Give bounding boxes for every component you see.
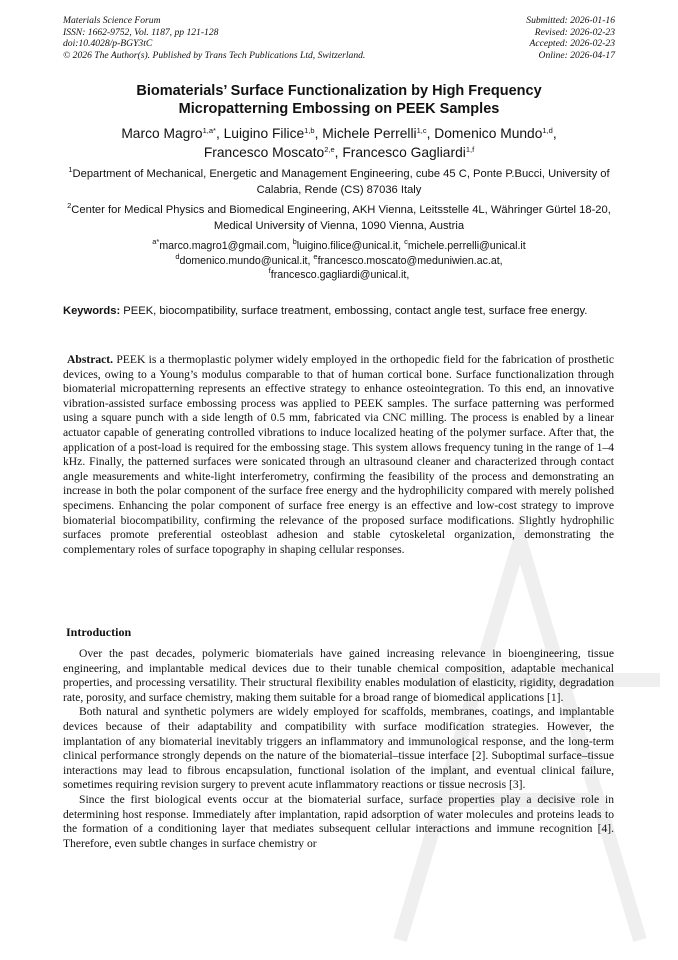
author-sep: , (314, 126, 323, 141)
affiliation-text: Department of Mechanical, Energetic and Management Engineering, cube 45 C, Ponte P.Bucci, University of Calabria, Rende (CS) 87036 Italy (72, 168, 610, 196)
date-accepted: Accepted: 2026-02-23 (529, 38, 615, 49)
author-name: Luigino Filice (223, 126, 305, 141)
abstract (63, 353, 614, 557)
email-line-2 (55, 251, 623, 269)
journal-header-left (63, 15, 365, 61)
email-address[interactable]: francesco.moscato@meduniwien.ac.at, (317, 254, 503, 267)
email-address[interactable]: luigino.filice@unical.it, (296, 240, 405, 252)
author-line-1 (40, 124, 638, 143)
author-sep: , (334, 145, 343, 160)
email-sup: c (404, 237, 408, 246)
affiliation-sup: 2 (67, 201, 72, 210)
journal-header-right (526, 15, 615, 61)
email-line-3 (55, 268, 623, 283)
author-affil-sup: 1,b (304, 126, 315, 135)
author-affil-sup: 1,f (465, 145, 475, 154)
affiliation-1 (55, 167, 623, 198)
email-sup: d (175, 251, 180, 261)
author-affil-sup: 1,a* (202, 126, 216, 135)
email-address[interactable]: domenico.mundo@unical.it, (179, 254, 314, 267)
journal-copyright: © 2026 The Author(s). Published by Trans Tech Publications Ltd, Switzerland. (63, 49, 366, 61)
email-sup: b (292, 237, 297, 246)
author-affil-sup: 1,c (416, 126, 427, 135)
date-online: Online: 2026-04-17 (538, 49, 615, 61)
introduction-heading: Introduction (66, 625, 132, 639)
author-name: Francesco Moscato (203, 145, 325, 160)
journal-issn: ISSN: 1662-9752, Vol. 1187, pp 121-128 (63, 26, 219, 38)
author-sep: , (552, 126, 557, 141)
introduction-paragraph-2: Both natural and synthetic polymers are widely employed for scaffolds, membranes, coatings, and implantable devices because of their adaptability and compatibility with surface modification strategies. However, the implantation of any biomaterial inevitably triggers an inflammatory and immunological response, and the long-term clinical performance strongly depends on the nature of the biomaterial–tissue interface [2]. Suboptimal surface–tissue interactions may lead to fibrous encapsulation, functional isolation of the implant, and eventual clinical failure, sometimes requiring revision surgery to prevent acute inflammatory reactions or tissue necrosis [3]. (63, 705, 614, 792)
email-list (55, 239, 623, 283)
introduction-paragraph-3: Since the first biological events occur at the biomaterial surface, surface properties play a decisive role in determining host response. Immediately after implantation, rapid adsorption of water molecules and proteins leads to the formation of a conditioning layer that mediates subsequent cellular interactions and immune recognition [4]. Therefore, even subtle changes in surface chemistry or (63, 792, 614, 850)
author-line-2 (40, 143, 638, 162)
email-address[interactable]: francesco.gagliardi@unical.it, (270, 269, 410, 281)
author-list (40, 124, 638, 162)
email-address[interactable]: marco.magro1@gmail.com, (159, 240, 293, 252)
abstract-text: PEEK is a thermoplastic polymer widely employed in the orthopedic field for the fabrication of prosthetic devices, owing to a Young’s modulus comparable to that of human cortical bone. Surface functionalization through biomaterial micropatterning represents an effective strategy to enhance osteointegration. To this end, an innovative vibration-assisted surface embossing process was applied to PEEK samples. The surface patterning was performed using a square punch with a side length of 0.5 mm, fabricated via CNC milling. The process is enabled by a linear actuator capable of generating controlled vibrations to induce localized heating of the polymer surface. After that, the application of a post-load is required for the embossing stage. This system allows frequency tuning in the range of 1–4 kHz. Finally, the patterned surfaces were sonicated through an ultrasound cleaner and characterized through contact angle measurements and white-light interferometry, confirming the feasibility of the process and demonstrating an increase in both the polar component of the surface free energy and the hydrophilicity compared with merely polished specimens. Enhancing the polar component of surface free energy is an effective and low-cost strategy to improve biomaterial biocompatibility, confirming the relevance of the proposed surface modifications. Slightly hydrophilic surfaces promote preferential osteoblast adhesion and stable cytoskeletal organization, demonstrating the complementary roles of surface topography in shaping cellular responses. (63, 353, 614, 556)
keywords (63, 304, 614, 319)
keywords-text: PEEK, biocompatibility, surface treatment, embossing, contact angle test, surface free energy. (120, 305, 588, 317)
paper-title-line-1: Biomaterials’ Surface Functionalization by High Frequency (136, 83, 542, 99)
author-sep: , (426, 126, 435, 141)
email-sup: e (313, 251, 318, 261)
affiliation-text: Center for Medical Physics and Biomedical Engineering, AKH Vienna, Leitsstelle 4L, Währinger Gürtel 18-20, Medical University of Vienna, 1090 Vienna, Austria (71, 204, 611, 232)
author-name: Marco Magro (121, 126, 203, 141)
introduction-paragraph-1: Over the past decades, polymeric biomaterials have gained increasing relevance in bioengineering, tissue engineering, and implantable medical devices due to their tunable chemical composition, adaptable mechanical properties, and processing versatility. Their structural flexibility enables modulation of elasticity, rigidity, degradation rate, porosity, and surface chemistry, making them suitable for a broad range of biomedical applications [1]. (63, 647, 614, 704)
journal-doi: doi:10.4028/p-BGY3tC (63, 38, 153, 49)
date-submitted: Submitted: 2026-01-16 (526, 15, 615, 26)
email-sup: f (268, 266, 271, 275)
author-sep: , (215, 126, 224, 141)
journal-name: Materials Science Forum (63, 15, 161, 26)
affiliation-2 (55, 203, 623, 234)
author-name: Francesco Gagliardi (342, 145, 466, 160)
abstract-label: Abstract. (67, 353, 114, 366)
keywords-label: Keywords: (63, 305, 121, 317)
paper-title-line-2: Micropatterning Embossing on PEEK Samples (178, 101, 500, 117)
email-line-1 (55, 239, 623, 254)
email-sup: a* (152, 237, 160, 246)
introduction-body (63, 647, 614, 851)
author-affil-sup: 1,d (542, 126, 553, 135)
paper-title (40, 82, 638, 118)
author-name: Michele Perrelli (322, 126, 417, 141)
author-name: Domenico Mundo (434, 126, 543, 141)
author-affil-sup: 2,e (324, 145, 335, 154)
affiliation-sup: 1 (68, 165, 73, 174)
date-revised: Revised: 2026-02-23 (534, 26, 615, 38)
email-address[interactable]: michele.perrelli@unical.it (407, 240, 526, 252)
